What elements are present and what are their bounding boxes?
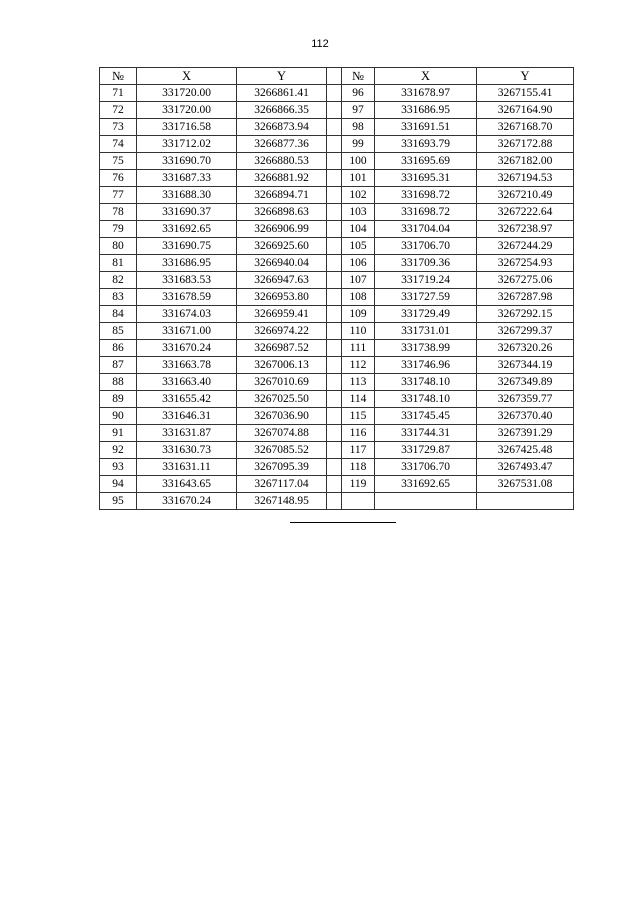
cell-left-x: 331655.42 (137, 391, 237, 408)
column-gap (327, 357, 342, 374)
header-x-left: X (137, 68, 237, 85)
cell-left-num: 73 (100, 119, 137, 136)
cell-right-num: 115 (342, 408, 375, 425)
cell-right-y: 3267210.49 (477, 187, 574, 204)
cell-right-num: 102 (342, 187, 375, 204)
cell-left-x: 331663.78 (137, 357, 237, 374)
column-gap (327, 391, 342, 408)
cell-right-y: 3267493.47 (477, 459, 574, 476)
cell-right-num: 104 (342, 221, 375, 238)
cell-left-num: 72 (100, 102, 137, 119)
cell-right-y: 3267222.64 (477, 204, 574, 221)
cell-left-num: 87 (100, 357, 137, 374)
cell-left-x: 331631.11 (137, 459, 237, 476)
cell-left-num: 95 (100, 493, 137, 510)
cell-left-x: 331678.59 (137, 289, 237, 306)
cell-left-x: 331690.70 (137, 153, 237, 170)
table-row (100, 85, 574, 102)
cell-right-y: 3267299.37 (477, 323, 574, 340)
cell-right-x: 331692.65 (375, 476, 477, 493)
header-x-right: X (375, 68, 477, 85)
cell-left-x: 331683.53 (137, 272, 237, 289)
cell-right-num: 117 (342, 442, 375, 459)
cell-left-x: 331674.03 (137, 306, 237, 323)
cell-left-num: 80 (100, 238, 137, 255)
cell-right-num: 106 (342, 255, 375, 272)
column-gap (327, 289, 342, 306)
table-row (100, 476, 574, 493)
cell-left-x: 331720.00 (137, 85, 237, 102)
column-gap (327, 170, 342, 187)
table-row (100, 272, 574, 289)
cell-right-x: 331719.24 (375, 272, 477, 289)
cell-right-x: 331704.04 (375, 221, 477, 238)
cell-right-x: 331731.01 (375, 323, 477, 340)
cell-right-num: 114 (342, 391, 375, 408)
cell-right-num: 118 (342, 459, 375, 476)
cell-right-num: 111 (342, 340, 375, 357)
cell-left-x: 331630.73 (137, 442, 237, 459)
cell-right-y: 3267238.97 (477, 221, 574, 238)
cell-left-y: 3266861.41 (237, 85, 327, 102)
table-row (100, 425, 574, 442)
cell-left-y: 3266880.53 (237, 153, 327, 170)
cell-right-y: 3267244.29 (477, 238, 574, 255)
cell-left-x: 331688.30 (137, 187, 237, 204)
cell-left-y: 3266866.35 (237, 102, 327, 119)
header-y-right: Y (477, 68, 574, 85)
cell-left-x: 331646.31 (137, 408, 237, 425)
cell-right-y (477, 493, 574, 510)
cell-right-x: 331695.31 (375, 170, 477, 187)
column-gap (327, 238, 342, 255)
cell-left-y: 3266873.94 (237, 119, 327, 136)
cell-left-x: 331670.24 (137, 493, 237, 510)
cell-right-x: 331698.72 (375, 204, 477, 221)
cell-left-x: 331643.65 (137, 476, 237, 493)
cell-right-x: 331706.70 (375, 459, 477, 476)
cell-left-y: 3267010.69 (237, 374, 327, 391)
cell-left-x: 331671.00 (137, 323, 237, 340)
cell-left-x: 331690.75 (137, 238, 237, 255)
column-gap (327, 340, 342, 357)
table-row (100, 153, 574, 170)
cell-left-x: 331631.87 (137, 425, 237, 442)
cell-right-x: 331693.79 (375, 136, 477, 153)
end-divider-line (290, 522, 396, 523)
cell-right-num: 113 (342, 374, 375, 391)
cell-left-num: 83 (100, 289, 137, 306)
cell-right-y: 3267164.90 (477, 102, 574, 119)
cell-left-x: 331720.00 (137, 102, 237, 119)
cell-right-y: 3267344.19 (477, 357, 574, 374)
cell-right-y: 3267320.26 (477, 340, 574, 357)
cell-right-y: 3267349.89 (477, 374, 574, 391)
table-row (100, 136, 574, 153)
cell-right-y: 3267292.15 (477, 306, 574, 323)
column-gap (327, 204, 342, 221)
cell-left-y: 3266974.22 (237, 323, 327, 340)
column-gap (327, 306, 342, 323)
cell-right-y: 3267194.53 (477, 170, 574, 187)
cell-left-num: 94 (100, 476, 137, 493)
cell-left-y: 3267025.50 (237, 391, 327, 408)
column-gap (327, 255, 342, 272)
column-gap (327, 476, 342, 493)
cell-right-y: 3267425.48 (477, 442, 574, 459)
cell-right-x: 331691.51 (375, 119, 477, 136)
cell-right-num: 119 (342, 476, 375, 493)
cell-right-num: 98 (342, 119, 375, 136)
table-row (100, 323, 574, 340)
cell-right-x: 331729.87 (375, 442, 477, 459)
table-row (100, 459, 574, 476)
cell-right-num: 100 (342, 153, 375, 170)
table-row (100, 442, 574, 459)
cell-left-x: 331690.37 (137, 204, 237, 221)
table-row (100, 204, 574, 221)
table-row (100, 340, 574, 357)
cell-left-num: 92 (100, 442, 137, 459)
cell-right-x: 331746.96 (375, 357, 477, 374)
cell-right-y: 3267370.40 (477, 408, 574, 425)
column-gap (327, 493, 342, 510)
table-row (100, 102, 574, 119)
column-gap (327, 187, 342, 204)
cell-right-num: 110 (342, 323, 375, 340)
column-gap (327, 153, 342, 170)
cell-left-num: 71 (100, 85, 137, 102)
table-row (100, 238, 574, 255)
table-header-row (100, 68, 574, 85)
cell-right-num: 116 (342, 425, 375, 442)
cell-right-num: 105 (342, 238, 375, 255)
cell-left-y: 3267148.95 (237, 493, 327, 510)
column-gap (327, 408, 342, 425)
cell-right-x: 331686.95 (375, 102, 477, 119)
cell-right-x: 331709.36 (375, 255, 477, 272)
cell-right-x: 331678.97 (375, 85, 477, 102)
header-number-right: № (342, 68, 375, 85)
cell-right-num: 96 (342, 85, 375, 102)
cell-left-x: 331687.33 (137, 170, 237, 187)
cell-right-num: 108 (342, 289, 375, 306)
table-row (100, 119, 574, 136)
table-row (100, 170, 574, 187)
cell-left-y: 3266877.36 (237, 136, 327, 153)
table-body (100, 85, 574, 510)
cell-right-x: 331738.99 (375, 340, 477, 357)
cell-right-x: 331748.10 (375, 374, 477, 391)
cell-left-y: 3267085.52 (237, 442, 327, 459)
cell-right-y: 3267182.00 (477, 153, 574, 170)
cell-left-num: 74 (100, 136, 137, 153)
table-row (100, 289, 574, 306)
cell-left-y: 3267095.39 (237, 459, 327, 476)
cell-left-x: 331712.02 (137, 136, 237, 153)
cell-right-x: 331727.59 (375, 289, 477, 306)
cell-left-x: 331686.95 (137, 255, 237, 272)
cell-right-x: 331745.45 (375, 408, 477, 425)
cell-left-num: 85 (100, 323, 137, 340)
cell-right-x: 331729.49 (375, 306, 477, 323)
table-row (100, 391, 574, 408)
coordinates-table (99, 67, 574, 510)
cell-left-x: 331692.65 (137, 221, 237, 238)
cell-right-num: 107 (342, 272, 375, 289)
cell-right-x: 331695.69 (375, 153, 477, 170)
cell-left-num: 82 (100, 272, 137, 289)
table-row (100, 221, 574, 238)
cell-left-y: 3266959.41 (237, 306, 327, 323)
cell-right-y: 3267275.06 (477, 272, 574, 289)
cell-right-num: 97 (342, 102, 375, 119)
column-gap (327, 459, 342, 476)
header-number-left: № (100, 68, 137, 85)
table-row (100, 187, 574, 204)
column-gap (327, 374, 342, 391)
table-row (100, 408, 574, 425)
cell-left-x: 331670.24 (137, 340, 237, 357)
cell-right-num: 103 (342, 204, 375, 221)
cell-left-x: 331716.58 (137, 119, 237, 136)
column-gap (327, 102, 342, 119)
cell-right-y: 3267155.41 (477, 85, 574, 102)
cell-left-num: 84 (100, 306, 137, 323)
cell-right-num (342, 493, 375, 510)
cell-left-y: 3267036.90 (237, 408, 327, 425)
cell-left-y: 3266953.80 (237, 289, 327, 306)
cell-right-y: 3267254.93 (477, 255, 574, 272)
cell-left-y: 3266925.60 (237, 238, 327, 255)
column-gap (327, 221, 342, 238)
page-number: 112 (311, 38, 329, 50)
cell-right-num: 99 (342, 136, 375, 153)
cell-right-num: 112 (342, 357, 375, 374)
cell-right-y: 3267359.77 (477, 391, 574, 408)
cell-left-y: 3266881.92 (237, 170, 327, 187)
table-row (100, 374, 574, 391)
cell-left-y: 3266947.63 (237, 272, 327, 289)
column-gap (327, 442, 342, 459)
cell-left-y: 3266898.63 (237, 204, 327, 221)
column-gap (327, 119, 342, 136)
cell-left-num: 91 (100, 425, 137, 442)
cell-left-num: 89 (100, 391, 137, 408)
column-gap (327, 85, 342, 102)
cell-right-num: 109 (342, 306, 375, 323)
cell-right-x (375, 493, 477, 510)
cell-right-x: 331748.10 (375, 391, 477, 408)
table-row (100, 255, 574, 272)
column-gap (327, 323, 342, 340)
cell-left-y: 3266894.71 (237, 187, 327, 204)
cell-left-y: 3267074.88 (237, 425, 327, 442)
cell-left-num: 78 (100, 204, 137, 221)
column-gap (327, 136, 342, 153)
cell-right-x: 331744.31 (375, 425, 477, 442)
cell-right-y: 3267168.70 (477, 119, 574, 136)
table-row (100, 357, 574, 374)
column-gap (327, 425, 342, 442)
cell-left-num: 90 (100, 408, 137, 425)
cell-left-y: 3266987.52 (237, 340, 327, 357)
cell-right-x: 331698.72 (375, 187, 477, 204)
cell-right-y: 3267391.29 (477, 425, 574, 442)
table-row (100, 493, 574, 510)
cell-left-num: 93 (100, 459, 137, 476)
column-gap (327, 272, 342, 289)
cell-left-num: 79 (100, 221, 137, 238)
cell-right-num: 101 (342, 170, 375, 187)
cell-left-x: 331663.40 (137, 374, 237, 391)
cell-left-num: 76 (100, 170, 137, 187)
cell-left-y: 3266940.04 (237, 255, 327, 272)
cell-right-y: 3267531.08 (477, 476, 574, 493)
cell-left-num: 88 (100, 374, 137, 391)
cell-left-y: 3267006.13 (237, 357, 327, 374)
cell-left-num: 86 (100, 340, 137, 357)
cell-left-y: 3266906.99 (237, 221, 327, 238)
cell-right-y: 3267287.98 (477, 289, 574, 306)
column-gap (327, 68, 342, 85)
cell-left-num: 75 (100, 153, 137, 170)
cell-left-num: 81 (100, 255, 137, 272)
header-y-left: Y (237, 68, 327, 85)
cell-right-y: 3267172.88 (477, 136, 574, 153)
cell-left-num: 77 (100, 187, 137, 204)
table-row (100, 306, 574, 323)
cell-right-x: 331706.70 (375, 238, 477, 255)
cell-left-y: 3267117.04 (237, 476, 327, 493)
